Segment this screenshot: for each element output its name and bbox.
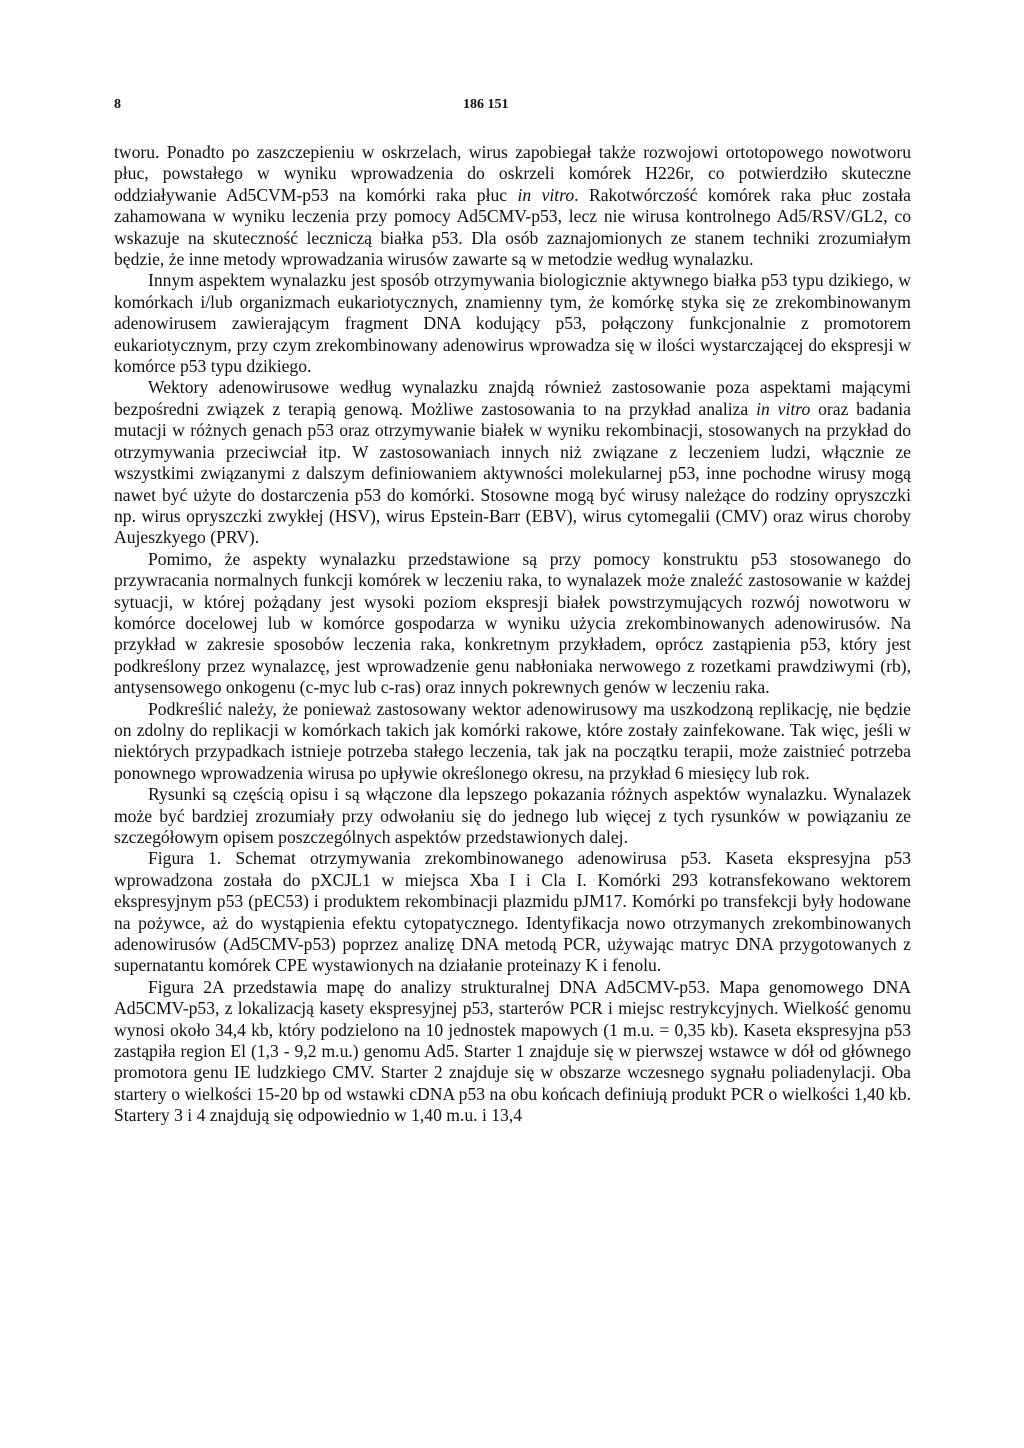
- italic-span: in vitro: [756, 398, 811, 419]
- text-span: Innym aspektem wynalazku jest sposób otrzymywania biologicznie aktywnego białka p53 typu dzikiego, w komórkach i/lub organizmach eukariotycznych, znamienny tym, że komórkę styka się ze zrekombinowanym adenowirusem zawierającym fragment DNA kodujący p53, połączony funkcjonalnie z promotorem eukariotycznym, przy czym zrekombinowany adenowirus wprowadza się w ilości wystarczającej do ekspresji w komórce p53 typu dzikiego.: [114, 270, 911, 377]
- text-span: Podkreślić należy, że ponieważ zastosowany wektor adenowirusowy ma uszkodzoną replikację, nie będzie on zdolny do replikacji w komórkach takich jak komórki rakowe, które zostały zainfekowane. Tak więc, jeśli w niektórych przypadkach istnieje potrzeba stałego leczenia, tak jak na początku terapii, może zaistnieć potrzeba ponownego wprowadzenia wirusa po upływie określonego okresu, na przykład 6 miesięcy lub rok.: [114, 698, 911, 783]
- text-span: . Rakotwórczość komórek raka płuc została zahamowana w wyniku leczenia przy pomocy Ad5CMV-p53, lecz nie wirusa kontrolnego Ad5/RSV/GL2, co wskazuje na skuteczność leczniczą białka p53. Dla osób zaznajomionych ze stanem techniki zrozumiałym będzie, że inne metody wprowadzania wirusów zawarte są w metodzie według wynalazku.: [114, 184, 911, 270]
- paragraph-6: [114, 784, 911, 848]
- figure-1-caption: [114, 848, 911, 976]
- text-span: Figura 1. Schemat otrzymywania zrekombinowanego adenowirusa p53. Kaseta ekspresyjna p53 wprowadzona została do pXCJL1 w miejsca Xba I i Cla I. Komórki 293 kotransfekowano wektorem ekspresyjnym p53 (pEC53) i produktem rekombinacji plazmidu pJM17. Komórki po transfekcji były hodowane na pożywce, aż do wystąpienia efektu cytopatycznego. Identyfikacja nowo otrzymanych zrekombinowanych adenowirusów (Ad5CMV-p53) poprzez analizę DNA metodą PCR, używając matryc DNA przygotowanych z supernatantu komórek CPE wystawionych na działanie proteinazy K i fenolu.: [114, 848, 911, 976]
- text-span: Rysunki są częścią opisu i są włączone dla lepszego pokazania różnych aspektów wynalazku. Wynalazek może być bardziej zrozumiały przy odwołaniu się do jednego lub więcej z tych rysunków w powiązaniu ze szczegółowym opisem poszczególnych aspektów przedstawionych dalej.: [114, 784, 911, 847]
- body-text: [114, 142, 911, 1127]
- text-span: Figura 2A przedstawia mapę do analizy strukturalnej DNA Ad5CMV-p53. Mapa genomowego DNA Ad5CMV-p53, z lokalizacją kasety ekspresyjnej p53, starterów PCR i miejsc restrykcyjnych. Wielkość genomu wynosi około 34,4 kb, który podzielono na 10 jednostek mapowych (1 m.u. = 0,35 kb). Kaseta ekspresyjna p53 zastąpiła region El (1,3 - 9,2 m.u.) genomu Ad5. Starter 1 znajduje się w pierwszej wstawce w dół od głównego promotora genu IE ludzkiego CMV. Starter 2 znajduje się w obszarze wczesnego sygnału poliadenylacji. Oba startery o wielkości 15-20 bp od wstawki cDNA p53 na obu końcach definiują produkt PCR o wielkości 1,40 kb. Startery 3 i 4 znajdują się odpowiednio w 1,40 m.u. i 13,4: [114, 976, 911, 1126]
- paragraph-4: [114, 549, 911, 699]
- text-span: oraz badania mutacji w różnych genach p53 oraz otrzymywanie białek w wyniku rekombinacji, stosowanych na przykład do otrzymywania przeciwciał itp. W zastosowaniach innych niż związane z leczeniem ludzi, włącznie ze wszystkimi związanymi z dalszym definiowaniem aktywności molekularnej p53, inne pochodne wirusy mogą nawet być użyte do dostarczenia p53 do komórki. Stosowne mogą być wirusy należące do rodziny opryszczki np. wirus opryszczki zwykłej (HSV), wirus Epstein-Barr (EBV), wirus cytomegalii (CMV) oraz wirus choroby Aujeszkyego (PRV).: [114, 398, 911, 548]
- paragraph-3: [114, 377, 911, 548]
- italic-span: in vitro: [517, 184, 575, 205]
- paragraph-1: [114, 142, 911, 270]
- page-number: 8: [114, 97, 121, 112]
- paragraph-5: [114, 699, 911, 785]
- text-span: Pomimo, że aspekty wynalazku przedstawione są przy pomocy konstruktu p53 stosowanego do przywracania normalnych funkcji komórek w leczeniu raka, to wynalazek może znaleźć zastosowanie w każdej sytuacji, w której pożądany jest wysoki poziom ekspresji białek powstrzymujących rozwój nowotworu w komórce docelowej lub w komórce gospodarza w wyniku użycia zrekombinowanych adenowirusów. Na przykład w zakresie sposobów leczenia raka, konkretnym przykładem, oprócz zastąpienia p53, który jest podkreślony przez wynalazcę, jest wprowadzenie genu nabłoniaka nerwowego z rozetkami prawdziwymi (rb), antysensowego onkogenu (c-myc lub c-ras) oraz innych pokrewnych genów w leczeniu raka.: [114, 548, 911, 698]
- paragraph-2: [114, 270, 911, 377]
- text-span: Wektory adenowirusowe według wynalazku znajdą również zastosowanie poza aspektami mającymi bezpośredni związek z terapią genową. Możliwe zastosowania to na przykład analiza: [114, 377, 911, 419]
- figure-2a-caption: [114, 977, 911, 1127]
- patent-number: 186 151: [463, 97, 509, 112]
- text-span: tworu. Ponadto po zaszczepieniu w oskrzelach, wirus zapobiegał także rozwojowi ortotopowego nowotworu płuc, powstałego w wyniku wprowadzenia do oskrzeli komórek H226r, co potwierdziło skuteczne oddziaływanie Ad5CVM-p53 na komórki raka płuc: [114, 142, 911, 205]
